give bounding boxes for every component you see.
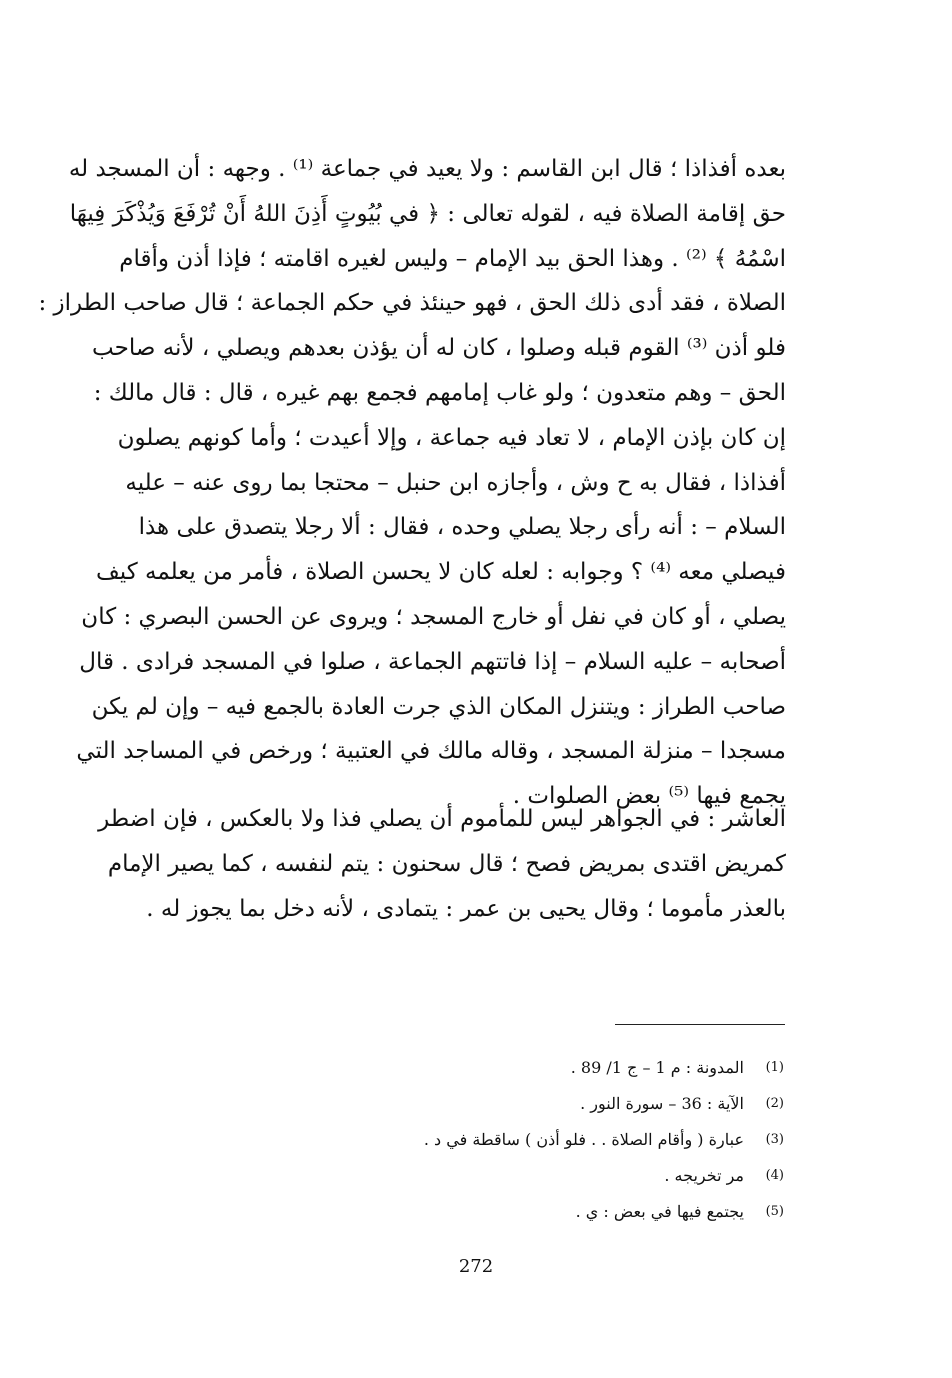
paragraph-tenth <box>98 797 786 931</box>
text-line: الحق – وهم متعدون ؛ ولو غاب إمامهم فجمع بهم غيره ، قال : قال مالك : <box>93 379 786 406</box>
footnote-text: الآية : 36 – سورة النور . <box>580 1094 744 1113</box>
footnote-text: عبارة ( وأقام الصلاة . . فلو أذن ) ساقطة في د . <box>423 1130 744 1149</box>
page-number: 272 <box>458 1256 494 1277</box>
text-line: يصلي ، أو كان في نفل أو خارج المسجد ؛ ويروى عن الحسن البصري : كان <box>81 603 786 630</box>
footnote-number: (2) <box>765 1096 784 1111</box>
text-line: بعده أفذاذا ؛ قال ابن القاسم : ولا يعيد في جماعة ⁽¹⁾ . وجهه : أن المسجد له <box>68 156 786 182</box>
text-line: فلو أذن ⁽³⁾ القوم قبله وصلوا ، كان له أن يؤذن بعدهم ويصلي ، لأنه صاحب <box>92 335 786 362</box>
footnote-number: (4) <box>765 1168 784 1183</box>
text-line: اسْمُهُ ﴾ ⁽²⁾ . وهذا الحق بيد الإمام – وليس لغيره اقامته ؛ فإذا أذن وأقام <box>119 245 786 272</box>
text-line: السلام – : أنه رأى رجلا يصلي وحده ، فقال : ألا رجلا يتصدق على هذا <box>138 514 786 541</box>
footnote-number: (3) <box>765 1132 784 1147</box>
footnote-item <box>300 1050 784 1086</box>
text-line: العاشر : في الجواهر ليس للمأموم أن يصلي فذا ولا بالعكس ، فإن اضطر <box>98 806 786 832</box>
text-line: الصلاة ، فقد أدى ذلك الحق ، فهو حينئذ في حكم الجماعة ؛ قال صاحب الطراز : <box>38 290 786 317</box>
footnotes <box>300 1050 784 1230</box>
footnote-number: (1) <box>765 1060 784 1075</box>
footnote-number: (5) <box>765 1204 784 1219</box>
footnote-item <box>300 1194 784 1230</box>
footnote-text: المدونة : م 1 – ج 1/ 89 . <box>570 1058 744 1077</box>
text-line: مسجدا – منزلة المسجد ، وقاله مالك في العتبية ؛ ورخص في المساجد التي <box>76 738 786 765</box>
text-line: أصحابه – عليه السلام – إذا فاتتهم الجماعة ، صلوا في المسجد فرادى . قال <box>79 648 786 675</box>
text-line: حق إقامة الصلاة فيه ، لقوله تعالى : ﴿ في بُيُوتٍ أَذِنَ اللهُ أَنْ تُرْفَعَ وَيُذْكَرَ فِيهَا <box>69 200 786 227</box>
text-line: أفذاذا ، فقال به ح وش ، وأجازه ابن حنبل – محتجا بما روى عنه – عليه <box>125 469 786 496</box>
text-line: بالعذر مأموما ؛ وقال يحيى بن عمر : يتمادى ، لأنه دخل بما يجوز له . <box>146 895 786 922</box>
footnote-item <box>300 1086 784 1122</box>
footnote-text: يجتمع فيها في بعض : ي . <box>575 1202 744 1221</box>
text-line: إن كان بإذن الإمام ، لا تعاد فيه جماعة ، وإلا أعيدت ؛ وأما كونهم يصلون <box>117 424 786 451</box>
footnote-text: مر تخريجه . <box>664 1166 744 1185</box>
footnote-item <box>300 1122 784 1158</box>
text-line: يجمع فيها ⁽⁵⁾ بعض الصلوات . <box>512 783 786 810</box>
footnote-divider <box>615 1024 785 1025</box>
text-line: كمريض اقتدى بمريض فصح ؛ قال سحنون : يتم لنفسه ، كما يصير الإمام <box>107 850 786 877</box>
text-line: فيصلي معه ⁽⁴⁾ ؟ وجوابه : لعله كان لا يحسن الصلاة ، فأمر من يعلمه كيف <box>95 559 786 586</box>
text-line: صاحب الطراز : ويتنزل المكان الذي جرت العادة بالجمع فيه – وإن لم يكن <box>91 693 786 720</box>
footnote-item <box>300 1158 784 1194</box>
